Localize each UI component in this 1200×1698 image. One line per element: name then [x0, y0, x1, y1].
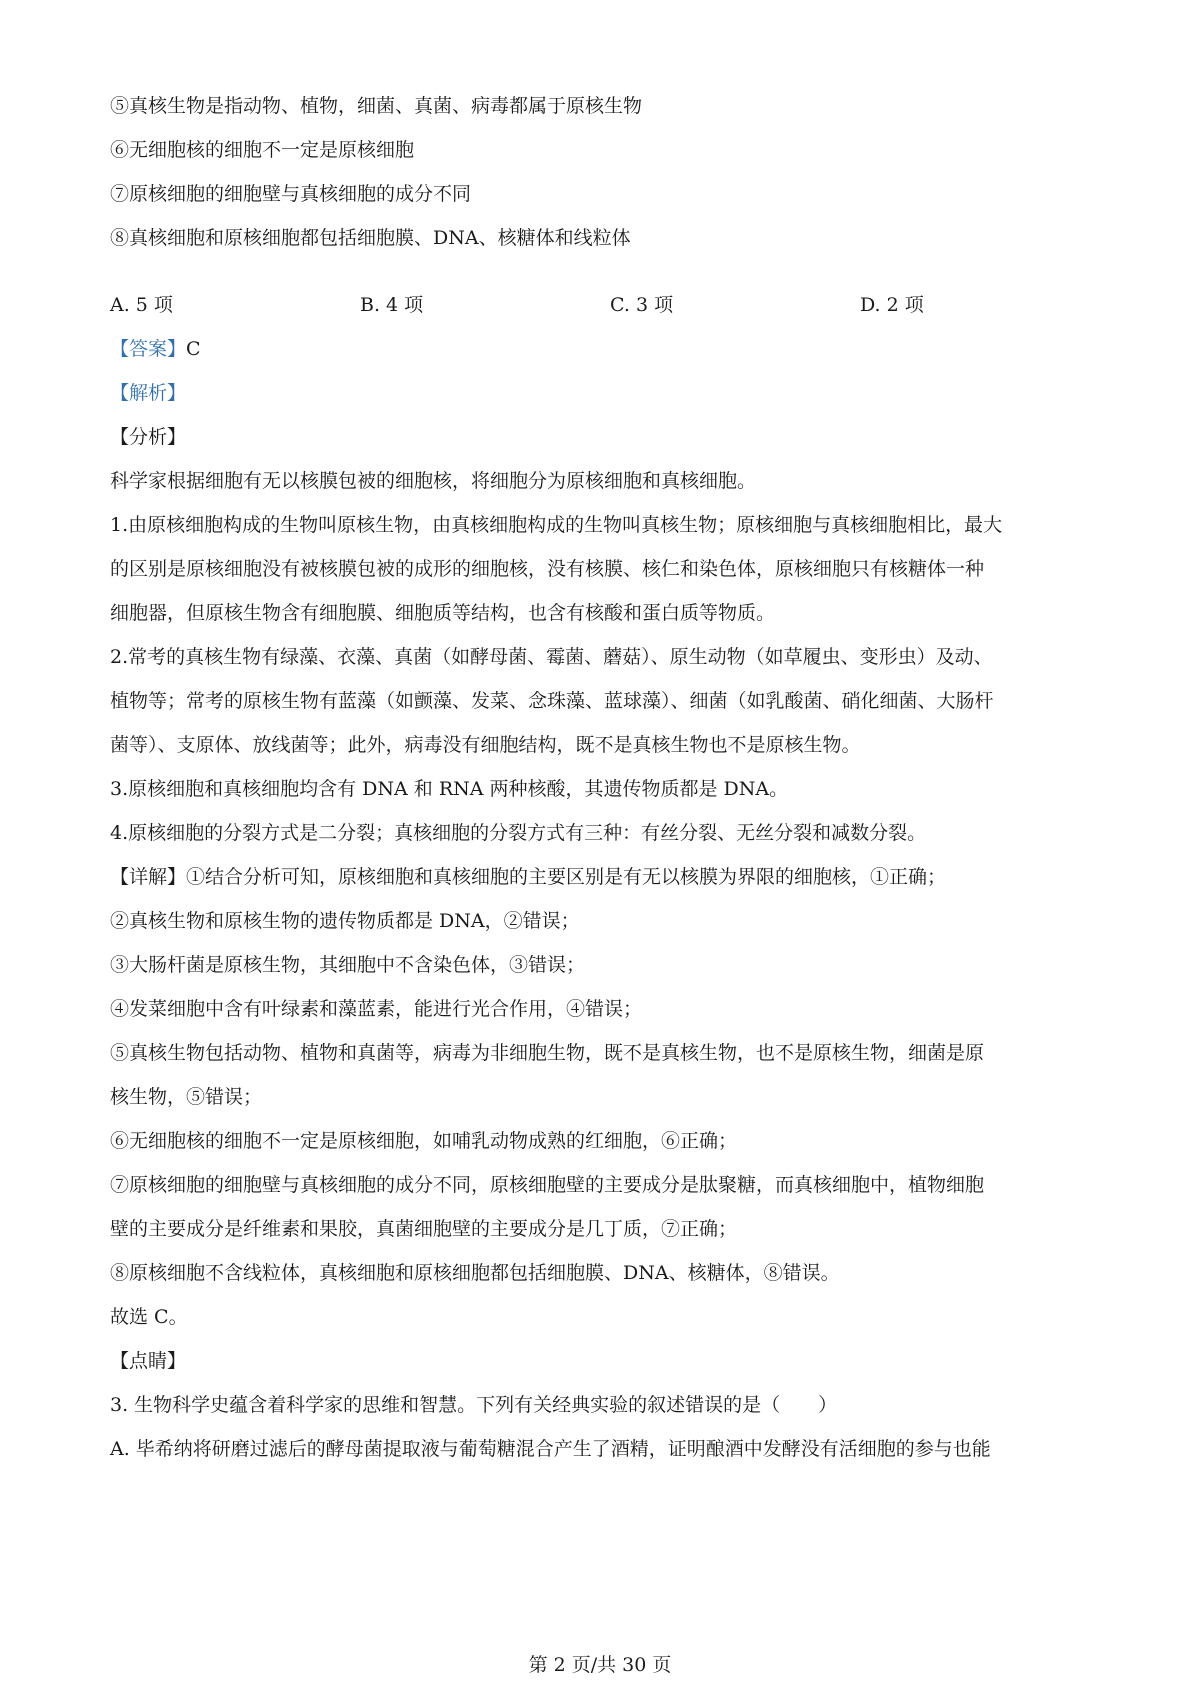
question-3: 3. 生物科学史蕴含着科学家的思维和智慧。下列有关经典实验的叙述错误的是（ ） [110, 1394, 838, 1416]
page-footer: 第 2 页/共 30 页 [528, 1654, 672, 1676]
option-d: D. 2 项 [860, 294, 924, 316]
answer-value: C [186, 338, 201, 360]
analysis-line: 3.原核细胞和真核细胞均含有 DNA 和 RNA 两种核酸，其遗传物质都是 DNA。 [110, 778, 789, 800]
analysis-label: 【解析】 [110, 382, 187, 404]
question-3-option-a: A. 毕希纳将研磨过滤后的酵母菌提取液与葡萄糖混合产生了酒精，证明酿酒中发酵没有活细胞的参与也能 [110, 1438, 991, 1460]
option-c: C. 3 项 [610, 294, 674, 316]
detail-line: ③大肠杆菌是原核生物，其细胞中不含染色体，③错误； [110, 954, 586, 976]
analysis-line: 细胞器，但原核生物含有细胞膜、细胞质等结构，也含有核酸和蛋白质等物质。 [110, 602, 776, 624]
fenxi-label: 【分析】 [110, 426, 187, 448]
statement-6: ⑥无细胞核的细胞不一定是原核细胞 [110, 139, 415, 161]
answer-label: 【答案】 [110, 338, 187, 360]
detail-line: ⑧原核细胞不含线粒体，真核细胞和原核细胞都包括细胞膜、DNA、核糖体，⑧错误。 [110, 1262, 840, 1284]
statement-5: ⑤真核生物是指动物、植物，细菌、真菌、病毒都属于原核生物 [110, 95, 643, 117]
dianjing-label: 【点睛】 [110, 1350, 187, 1372]
answer-line [110, 337, 201, 361]
option-a: A. 5 项 [110, 294, 173, 316]
analysis-line: 科学家根据细胞有无以核膜包被的细胞核，将细胞分为原核细胞和真核细胞。 [110, 470, 757, 492]
statement-7: ⑦原核细胞的细胞壁与真核细胞的成分不同 [110, 183, 472, 205]
detail-line: 壁的主要成分是纤维素和果胶，真菌细胞壁的主要成分是几丁质，⑦正确； [110, 1218, 738, 1240]
option-b: B. 4 项 [360, 294, 424, 316]
detail-line: ⑤真核生物包括动物、植物和真菌等，病毒为非细胞生物，既不是真核生物，也不是原核生物，细菌是原 [110, 1042, 985, 1064]
detail-line: 【详解】①结合分析可知，原核细胞和真核细胞的主要区别是有无以核膜为界限的细胞核，①正确； [110, 866, 947, 888]
analysis-line: 植物等；常考的原核生物有蓝藻（如颤藻、发菜、念珠藻、蓝球藻）、细菌（如乳酸菌、硝化细菌、大肠杆 [110, 690, 994, 712]
analysis-line: 菌等）、支原体、放线菌等；此外，病毒没有细胞结构，既不是真核生物也不是原核生物。 [110, 734, 861, 756]
detail-line: ④发菜细胞中含有叶绿素和藻蓝素，能进行光合作用，④错误； [110, 998, 643, 1020]
statement-8: ⑧真核细胞和原核细胞都包括细胞膜、DNA、核糖体和线粒体 [110, 227, 631, 249]
analysis-line: 1.由原核细胞构成的生物叫原核生物，由真核细胞构成的生物叫真核生物；原核细胞与真核细胞相比，最大 [110, 514, 1003, 536]
analysis-line: 4.原核细胞的分裂方式是二分裂；真核细胞的分裂方式有三种：有丝分裂、无丝分裂和减数分裂。 [110, 822, 927, 844]
detail-line: 核生物，⑤错误； [110, 1086, 263, 1108]
analysis-line: 的区别是原核细胞没有被核膜包被的成形的细胞核，没有核膜、核仁和染色体，原核细胞只有核糖体一种 [110, 558, 985, 580]
analysis-line: 2.常考的真核生物有绿藻、衣藻、真菌（如酵母菌、霉菌、蘑菇）、原生动物（如草履虫、变形虫）及动、 [110, 646, 993, 668]
detail-line: ②真核生物和原核生物的遗传物质都是 DNA，②错误； [110, 910, 580, 932]
conclusion-line: 故选 C。 [110, 1306, 188, 1328]
detail-line: ⑥无细胞核的细胞不一定是原核细胞，如哺乳动物成熟的红细胞，⑥正确； [110, 1130, 738, 1152]
detail-line: ⑦原核细胞的细胞壁与真核细胞的成分不同，原核细胞壁的主要成分是肽聚糖，而真核细胞中，植物细胞 [110, 1174, 985, 1196]
